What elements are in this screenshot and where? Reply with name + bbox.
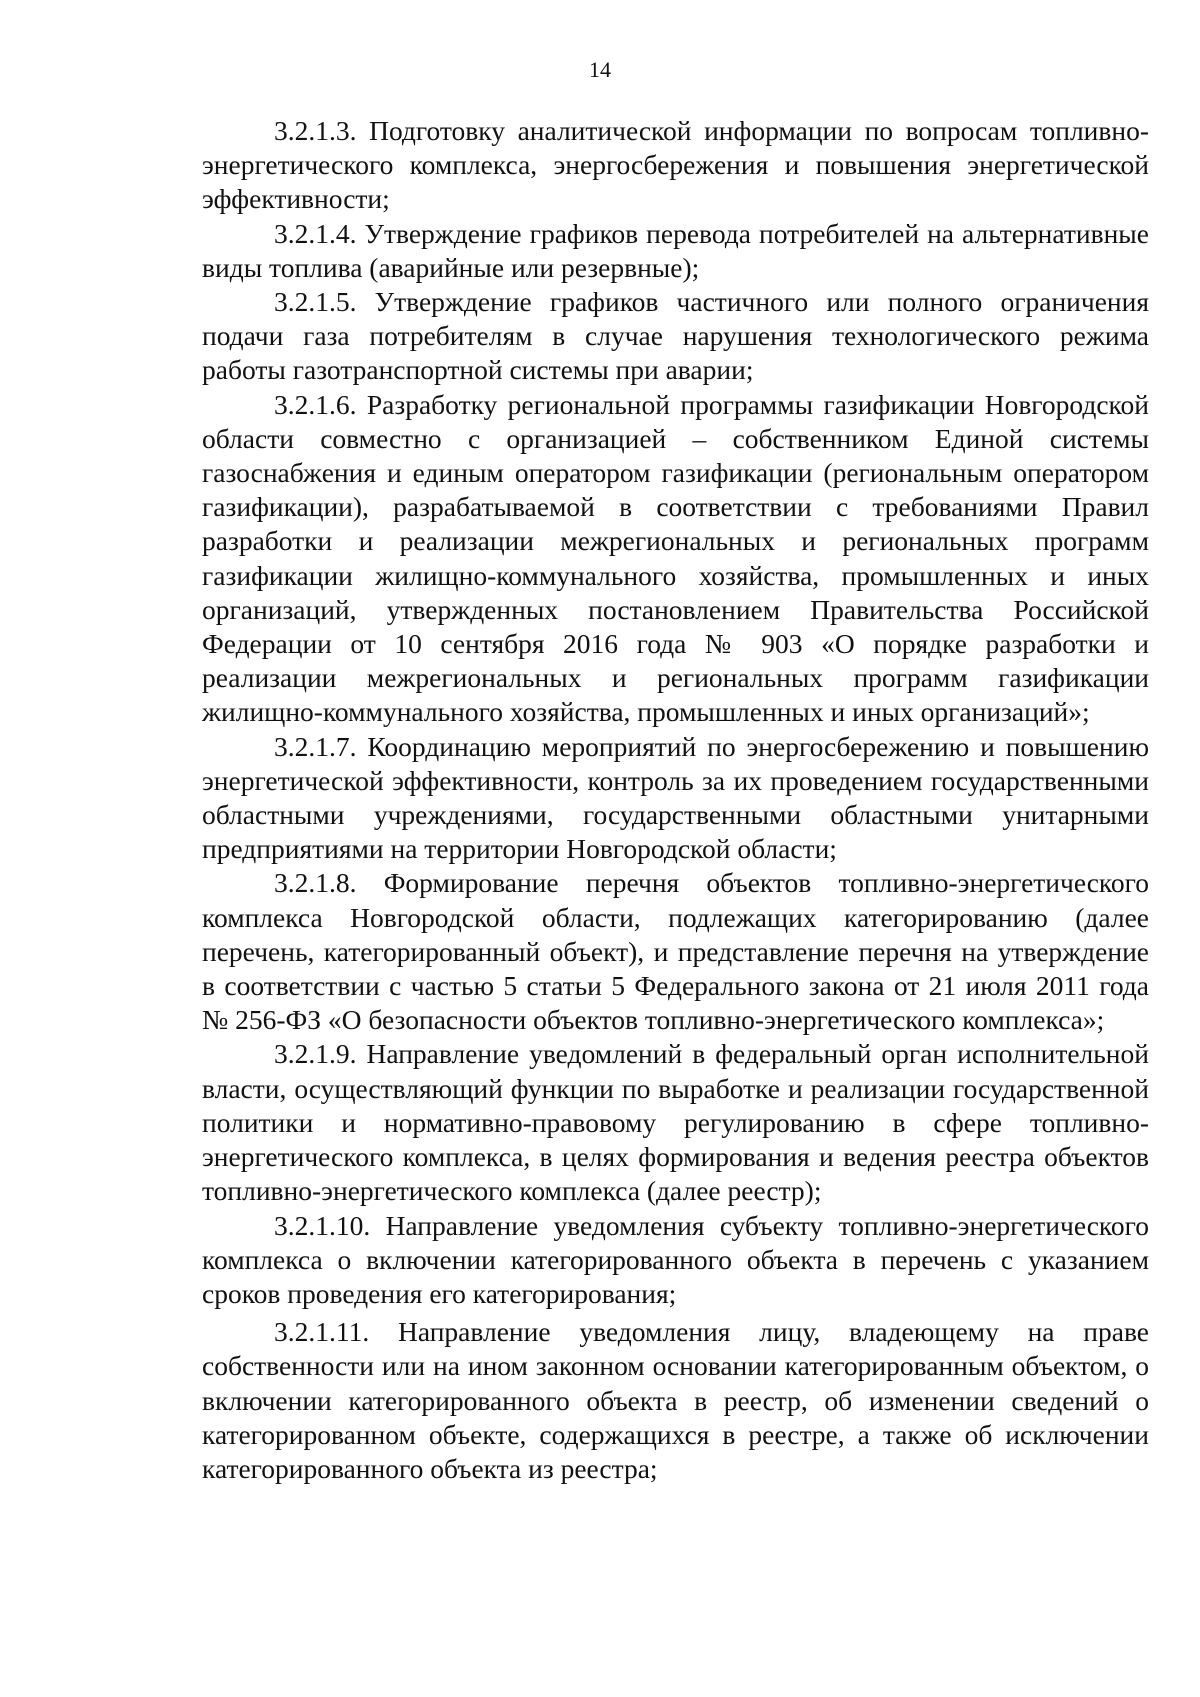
paragraph-3-2-1-6: 3.2.1.6. Разработку региональной программы газификации Новгородской области совместно с организацией – собственником Единой системы газоснабжения и единым оператором газификации (региональным оператором газификации), разрабатываемой в соответствии с требованиями Правил разработки и реализации межрегиональных и региональных программ газификации жилищно-коммунального хозяйства, промышленных и иных организаций, утвержденных постановлением Правительства Российской Федерации от 10 сентября 2016 года № 903 «О порядке разработки и реализации межрегиональных и региональных программ газификации жилищно-коммунального хозяйства, промышленных и иных организаций»;	[202, 388, 1149, 728]
paragraph-3-2-1-7: 3.2.1.7. Координацию мероприятий по энергосбережению и повышению энергетической эффективности, контроль за их проведением государственными областными учреждениями, государственными областными унитарными предприятиями на территории Новгородской области;	[202, 730, 1149, 865]
paragraph-3-2-1-5: 3.2.1.5. Утверждение графиков частичного или полного ограничения подачи газа потребителям в случае нарушения технологического режима работы газотранспортной системы при аварии;	[202, 286, 1149, 386]
paragraph-3-2-1-3: 3.2.1.3. Подготовку аналитической информации по вопросам топливно-энергетического комплекса, энергосбережения и повышения энергетической эффективности;	[202, 115, 1149, 215]
page-number: 14	[589, 57, 611, 82]
paragraph-3-2-1-4: 3.2.1.4. Утверждение графиков перевода потребителей на альтернативные виды топлива (аварийные или резервные);	[202, 217, 1149, 283]
paragraph-3-2-1-11: 3.2.1.11. Направление уведомления лицу, владеющему на праве собственности или на ином законном основании категорированным объектом, о включении категорированного объекта в реестр, об изменении сведений о категорированном объекте, содержащихся в реестре, а также об исключении категорированного объекта из реестра;	[202, 1316, 1149, 1484]
document-body	[202, 114, 1149, 1486]
paragraph-3-2-1-8: 3.2.1.8. Формирование перечня объектов топливно-энергетического комплекса Новгородской области, подлежащих категорированию (далее перечень, категорированный объект), и представление перечня на утверждение в соответствии с частью 5 статьи 5 Федерального закона от 21 июля 2011 года № 256-ФЗ «О безопасности объектов топливно-энергетического комплекса»;	[202, 867, 1149, 1036]
paragraph-3-2-1-10: 3.2.1.10. Направление уведомления субъекту топливно-энергетического комплекса о включении категорированного объекта в перечень с указанием сроков проведения его категорирования;	[202, 1209, 1149, 1309]
paragraph-3-2-1-9: 3.2.1.9. Направление уведомлений в федеральный орган исполнительной власти, осуществляющий функции по выработке и реализации государственной политики и нормативно-правовому регулированию в сфере топливно-энергетического комплекса, в целях формирования и ведения реестра объектов топливно-энергетического комплекса (далее реестр);	[202, 1038, 1149, 1207]
